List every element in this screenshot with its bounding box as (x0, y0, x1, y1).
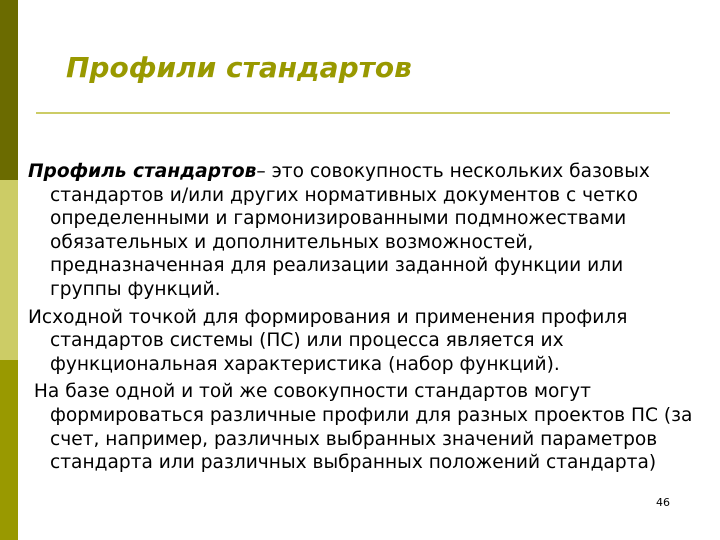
slide-body (28, 160, 698, 479)
slide-title: Профили стандартов (66, 51, 412, 84)
side-bar-bottom (0, 360, 18, 540)
page-number: 46 (656, 496, 670, 509)
side-bar-top (0, 0, 18, 180)
definition-text: – это совокупность нескольких базовых стандартов и/или других нормативных документов с четко определенными и гармонизированными подмножествами обязательных и дополнительных возможностей, предназначенная для реализации заданной функции или группы функций. (50, 161, 650, 300)
definition-paragraph (28, 160, 698, 302)
title-divider (36, 112, 670, 114)
side-bar-middle (0, 180, 18, 360)
body-paragraph: Исходной точкой для формирования и применения профиля стандартов системы (ПС) или процесса является их функциональная характеристика (набор функций). (28, 306, 628, 375)
defined-term: Профиль стандартов (28, 161, 257, 182)
body-paragraph: На базе одной и той же совокупности стандартов могут формироваться различные профили для разных проектов ПС (за счет, например, различных выбранных значений параметров стандарта или различных выбранных положений стандарта) (28, 381, 699, 474)
